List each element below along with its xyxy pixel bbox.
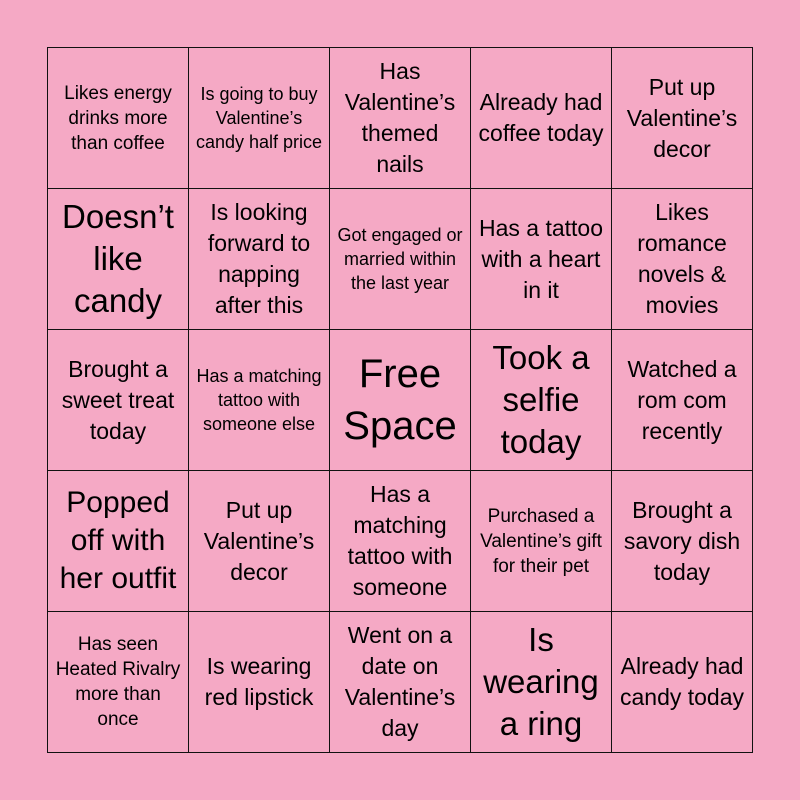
bingo-cell-text: Has a matching tattoo with someone: [347, 481, 453, 600]
bingo-cell-r1-c1[interactable]: [48, 48, 189, 189]
bingo-cell-text: Watched a rom com recently: [627, 355, 737, 444]
bingo-cell-text: Has Valentine’s themed nails: [344, 58, 456, 177]
bingo-cell-r1-c4[interactable]: [471, 48, 612, 189]
bingo-cell-r2-c4[interactable]: [471, 189, 612, 330]
bingo-cell-r2-c2[interactable]: [189, 189, 330, 330]
bingo-cell-r4-c2[interactable]: [189, 471, 330, 612]
bingo-board: [47, 47, 753, 753]
bingo-cell-text: Purchased a Valentine’s gift for their pet: [480, 505, 602, 577]
bingo-cell-r3-c4[interactable]: [471, 330, 612, 471]
bingo-cell-text: Took a selfie today: [492, 339, 590, 460]
bingo-cell-r2-c3[interactable]: [330, 189, 471, 330]
bingo-cell-r2-c1[interactable]: [48, 189, 189, 330]
bingo-cell-text: Has a tattoo with a heart in it: [478, 214, 604, 303]
bingo-cell-r3-c2[interactable]: [189, 330, 330, 471]
bingo-cell-r5-c3[interactable]: [330, 612, 471, 753]
bingo-cell-text: Likes romance novels & movies: [637, 199, 727, 318]
bingo-cell-text: Has seen Heated Rivalry more than once: [55, 634, 181, 730]
bingo-cell-text: Put up Valentine’s decor: [626, 73, 738, 162]
bingo-cell-r5-c4[interactable]: [471, 612, 612, 753]
free-space-label: Free Space: [343, 352, 457, 448]
bingo-cell-text: Brought a sweet treat today: [61, 355, 175, 444]
bingo-cell-r4-c4[interactable]: [471, 471, 612, 612]
bingo-cell-r4-c1[interactable]: [48, 471, 189, 612]
bingo-cell-text: Already had candy today: [619, 653, 745, 710]
bingo-cell-text: Is wearing red lipstick: [204, 653, 314, 710]
bingo-cell-text: Is wearing a ring: [483, 621, 599, 742]
bingo-cell-r5-c5[interactable]: [612, 612, 753, 753]
bingo-cell-text: Likes energy drinks more than coffee: [64, 82, 172, 154]
bingo-cell-text: Has a matching tattoo with someone else: [196, 366, 322, 434]
bingo-cell-r4-c5[interactable]: [612, 471, 753, 612]
bingo-cell-text: Popped off with her outfit: [59, 486, 177, 595]
bingo-cell-r1-c3[interactable]: [330, 48, 471, 189]
bingo-cell-text: Went on a date on Valentine’s day: [344, 622, 456, 741]
bingo-cell-r5-c1[interactable]: [48, 612, 189, 753]
bingo-cell-r1-c2[interactable]: [189, 48, 330, 189]
bingo-cell-r3-c1[interactable]: [48, 330, 189, 471]
bingo-cell-text: Got engaged or married within the last year: [337, 225, 463, 293]
bingo-cell-r3-c5[interactable]: [612, 330, 753, 471]
bingo-cell-r4-c3[interactable]: [330, 471, 471, 612]
bingo-cell-text: Put up Valentine’s decor: [203, 496, 315, 585]
bingo-cell-r2-c5[interactable]: [612, 189, 753, 330]
bingo-cell-text: Is going to buy Valentine’s candy half price: [195, 84, 323, 152]
bingo-cell-text: Brought a savory dish today: [623, 496, 741, 585]
bingo-cell-r1-c5[interactable]: [612, 48, 753, 189]
bingo-cell-text: Already had coffee today: [478, 89, 604, 146]
bingo-cell-text: Is looking forward to napping after this: [207, 199, 311, 318]
free-space-cell[interactable]: [330, 330, 471, 471]
bingo-cell-text: Doesn’t like candy: [62, 198, 174, 319]
bingo-cell-r5-c2[interactable]: [189, 612, 330, 753]
